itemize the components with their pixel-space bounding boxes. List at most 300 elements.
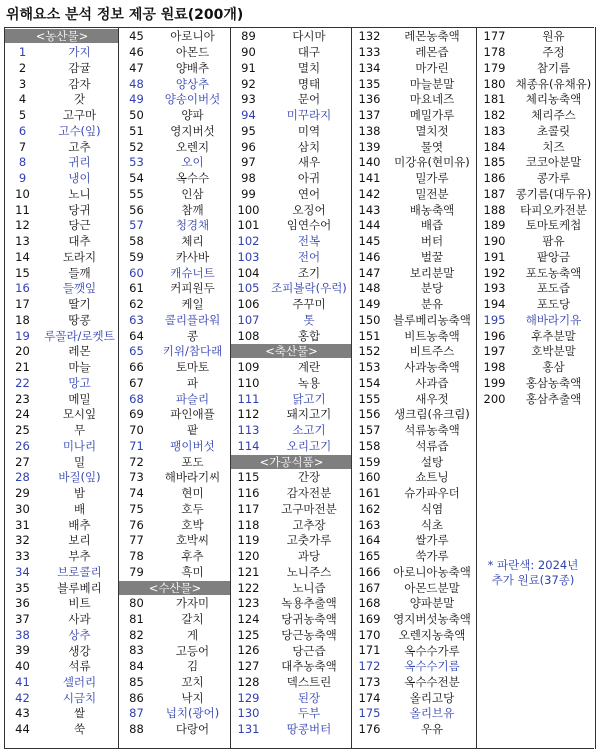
table-row <box>477 312 595 328</box>
ingredient-name: 식염 <box>420 501 444 516</box>
row-number: 159 <box>358 454 381 469</box>
table-row <box>477 217 595 233</box>
table-row <box>5 154 119 170</box>
table-row <box>352 501 477 517</box>
row-number: 60 <box>129 265 144 280</box>
row-number: 195 <box>483 312 506 327</box>
ingredient-name: 배농축액 <box>409 202 455 217</box>
table-row <box>231 658 352 674</box>
ingredient-name: 비트주스 <box>409 344 455 359</box>
ingredient-name: 아로니아 <box>170 29 215 44</box>
ingredient-name: 마늘분말 <box>409 76 455 91</box>
table-row <box>477 233 595 249</box>
ingredient-name: 청경채 <box>175 218 210 233</box>
table-row <box>352 249 477 265</box>
ingredient-name: 식초 <box>420 517 444 532</box>
table-row <box>5 359 119 375</box>
table-row <box>352 422 477 438</box>
table-column-4 <box>351 27 477 749</box>
table-row <box>231 280 352 296</box>
row-number: 115 <box>237 470 260 485</box>
table-row <box>231 296 352 312</box>
ingredient-name: 조피볼락(우럭) <box>271 281 347 296</box>
ingredient-name: 슈가파우더 <box>404 486 460 501</box>
table-row <box>5 454 119 470</box>
ingredient-name: 타피오카전분 <box>520 202 587 217</box>
ingredient-name: 아귀 <box>297 171 321 186</box>
ingredient-name: 삼치 <box>297 139 321 154</box>
ingredient-name: 분유 <box>420 297 444 312</box>
row-number: 93 <box>241 92 256 107</box>
row-number: 58 <box>129 234 144 249</box>
row-number: 129 <box>237 690 260 705</box>
table-row <box>352 76 477 92</box>
row-number: 122 <box>237 580 260 595</box>
row-number: 69 <box>129 407 144 422</box>
row-number: 36 <box>15 596 30 611</box>
ingredient-name: 사과 <box>68 612 91 626</box>
row-number: 155 <box>358 391 381 406</box>
table-row <box>352 706 477 722</box>
row-number: 19 <box>15 328 30 343</box>
ingredient-name: 홍삼농축액 <box>525 375 582 390</box>
ingredient-name: 오렌지 <box>175 139 210 154</box>
table-row <box>352 643 477 659</box>
ingredient-name: 케일 <box>181 297 204 312</box>
row-number: 85 <box>129 674 144 689</box>
ingredient-name: 설탕 <box>420 454 444 469</box>
table-row <box>477 123 595 139</box>
ingredient-name: 오렌지농축액 <box>398 627 466 642</box>
table-row <box>231 29 352 45</box>
ingredient-name: 석류 <box>68 659 91 674</box>
row-number: 35 <box>15 580 30 595</box>
row-number: 103 <box>237 249 260 264</box>
table-row <box>119 186 231 202</box>
ingredient-name: 고추 <box>68 139 91 154</box>
row-number: 8 <box>18 155 27 170</box>
table-column-2 <box>118 27 231 749</box>
table-row <box>119 595 231 611</box>
category-header <box>119 580 231 596</box>
table-row <box>477 343 595 359</box>
ingredient-name: 멸치젓 <box>415 123 449 138</box>
table-row <box>119 139 231 155</box>
table-row <box>231 611 352 627</box>
row-number: 56 <box>129 202 144 217</box>
row-number: 37 <box>15 611 30 626</box>
row-number: 90 <box>241 45 256 60</box>
ingredient-name: 연어 <box>297 186 321 201</box>
table-row <box>477 359 595 375</box>
ingredient-name: 콩기름(대두유) <box>515 186 592 201</box>
row-number: 96 <box>241 139 256 154</box>
ingredient-name: 대추 <box>68 234 91 249</box>
table-row <box>477 328 595 344</box>
row-number: 33 <box>15 549 30 563</box>
row-number: 100 <box>237 202 260 217</box>
row-number: 79 <box>129 564 144 579</box>
ingredient-name: 메밀가루 <box>409 108 455 123</box>
ingredient-name: 팥 <box>186 423 199 438</box>
legend-note-line1: * 파란색: 2024년 <box>487 558 579 572</box>
ingredient-name: 녹용추출액 <box>281 596 337 611</box>
row-number: 44 <box>15 722 30 737</box>
table-row <box>119 658 231 674</box>
ingredient-name: 다시마 <box>292 29 326 44</box>
ingredient-name: 밤 <box>73 486 86 501</box>
row-number: 57 <box>129 218 144 233</box>
ingredient-name: 문어 <box>297 92 321 107</box>
row-number: 105 <box>237 281 260 296</box>
table-row <box>5 296 119 312</box>
row-number: 140 <box>358 155 381 170</box>
table-row <box>5 690 119 706</box>
table-row <box>231 422 352 438</box>
table-row <box>231 139 352 155</box>
row-number: 138 <box>358 123 381 138</box>
table-row <box>5 627 119 643</box>
row-number: 82 <box>129 627 144 642</box>
row-number: 28 <box>15 470 30 485</box>
ingredient-name: 파인애플 <box>170 407 215 422</box>
row-number: 3 <box>18 76 27 91</box>
row-number: 64 <box>129 328 144 343</box>
ingredient-name: 호박 <box>181 517 204 532</box>
table-row <box>231 690 352 706</box>
row-number: 154 <box>358 375 381 390</box>
table-row <box>231 76 352 92</box>
table-row <box>5 44 119 60</box>
table-row <box>231 627 352 643</box>
table-row <box>5 202 119 218</box>
ingredient-name: 후추분말 <box>531 328 576 343</box>
ingredient-name: 부추 <box>68 549 91 564</box>
ingredient-name: 셀러리 <box>62 675 97 689</box>
row-number: 61 <box>129 281 144 296</box>
row-number: 112 <box>237 407 260 422</box>
table-row <box>231 249 352 265</box>
ingredient-name: 마요네즈 <box>409 92 455 107</box>
ingredient-name: 미역 <box>297 123 321 138</box>
row-number: 151 <box>358 328 381 343</box>
table-row <box>5 501 119 517</box>
ingredient-name: 망고 <box>68 375 91 390</box>
table-column-3 <box>230 27 352 749</box>
category-header-label: <가공식품> <box>231 455 352 469</box>
table-row <box>119 627 231 643</box>
table-row <box>231 233 352 249</box>
ingredient-name: 쌀 <box>73 706 86 721</box>
row-number: 63 <box>129 312 144 327</box>
ingredient-name: 해바라기유 <box>525 312 582 327</box>
table-row <box>5 60 119 76</box>
table-row <box>231 391 352 407</box>
table-row <box>119 391 231 407</box>
table-row <box>352 44 477 60</box>
row-number: 53 <box>129 155 144 170</box>
ingredient-name: 호박분말 <box>531 344 576 359</box>
ingredient-name: 영지버섯 <box>170 123 215 138</box>
ingredient-name: 팥앙금 <box>536 249 571 264</box>
ingredient-name: 커피원두 <box>170 281 215 296</box>
ingredient-name: 고구마 <box>62 108 97 123</box>
table-row <box>5 312 119 328</box>
table-row <box>119 280 231 296</box>
row-number: 86 <box>129 690 144 705</box>
row-number: 10 <box>15 186 30 201</box>
row-number: 43 <box>15 706 30 721</box>
row-number: 51 <box>129 123 144 138</box>
row-number: 120 <box>237 549 260 563</box>
ingredient-name: 쇼트닝 <box>415 470 449 485</box>
ingredient-name: 분당 <box>420 281 444 296</box>
table-row <box>119 249 231 265</box>
table-row <box>352 658 477 674</box>
row-number: 185 <box>483 155 506 170</box>
table-row <box>477 265 595 281</box>
table-row <box>119 265 231 281</box>
row-number: 131 <box>237 722 260 737</box>
row-number: 4 <box>18 92 27 107</box>
row-number: 16 <box>15 281 30 296</box>
ingredient-name: 루꼴라/로켓트 <box>44 328 115 343</box>
table-row <box>119 29 231 45</box>
row-number: 132 <box>358 29 381 44</box>
ingredient-name: 팜유 <box>542 234 565 249</box>
table-row <box>5 186 119 202</box>
table-row <box>352 485 477 501</box>
table-row <box>5 391 119 407</box>
row-number: 128 <box>237 674 260 689</box>
ingredient-name: 들깨 <box>68 265 91 280</box>
table-row <box>119 44 231 60</box>
row-number: 171 <box>358 643 381 658</box>
table-row <box>5 580 119 596</box>
row-number: 133 <box>358 45 381 60</box>
ingredient-name: 닭고기 <box>292 391 326 406</box>
table-row <box>119 611 231 627</box>
row-number: 156 <box>358 407 381 422</box>
ingredient-name: 감귤 <box>68 60 91 75</box>
ingredient-name: 파 <box>186 375 199 390</box>
row-number: 183 <box>483 123 506 138</box>
ingredient-name: 마가린 <box>415 60 449 75</box>
ingredient-name: 토마토 <box>175 360 210 375</box>
table-row <box>477 375 595 391</box>
table-row <box>231 60 352 76</box>
row-number: 125 <box>237 627 260 642</box>
row-number: 197 <box>483 344 506 359</box>
ingredient-name: 사과즙 <box>415 375 449 390</box>
ingredient-name: 초콜릿 <box>536 123 571 138</box>
table-row <box>5 217 119 233</box>
table-row <box>119 501 231 517</box>
ingredient-name: 오징어 <box>292 202 326 217</box>
row-number: 170 <box>358 627 381 642</box>
ingredient-name: 덱스트린 <box>286 675 332 689</box>
row-number: 6 <box>18 123 27 138</box>
row-number: 187 <box>483 186 506 201</box>
table-row <box>352 202 477 218</box>
row-number: 81 <box>129 611 144 626</box>
table-row <box>119 548 231 564</box>
ingredient-name: 캐슈너트 <box>170 265 215 280</box>
table-row <box>352 532 477 548</box>
row-number: 104 <box>237 265 260 280</box>
row-number: 13 <box>15 234 30 249</box>
row-number: 41 <box>15 674 30 689</box>
table-row <box>231 123 352 139</box>
ingredient-name: 당귀 <box>68 202 91 217</box>
ingredient-name: 노니주스 <box>286 564 332 579</box>
table-row <box>119 91 231 107</box>
table-row <box>119 643 231 659</box>
row-number: 175 <box>358 706 381 721</box>
row-number: 48 <box>129 76 144 91</box>
ingredient-name: 팽이버섯 <box>170 438 215 453</box>
table-row <box>477 296 595 312</box>
row-number: 150 <box>358 312 381 327</box>
table-row <box>231 91 352 107</box>
row-number: 23 <box>15 391 30 406</box>
row-number: 40 <box>15 659 30 674</box>
table-row <box>5 139 119 155</box>
ingredient-name: 콩 <box>186 328 199 343</box>
table-row <box>352 375 477 391</box>
row-number: 32 <box>15 533 30 548</box>
ingredient-name: 물엿 <box>420 139 444 154</box>
ingredient-table <box>4 27 594 749</box>
table-row <box>231 359 352 375</box>
row-number: 99 <box>241 186 256 201</box>
ingredient-name: 현미 <box>181 486 204 501</box>
row-number: 89 <box>241 29 256 44</box>
row-number: 146 <box>358 249 381 264</box>
table-row <box>231 154 352 170</box>
ingredient-name: 계란 <box>297 360 321 375</box>
ingredient-name: 가자미 <box>175 596 210 611</box>
ingredient-name: 당근농축액 <box>281 627 337 642</box>
table-row <box>352 406 477 422</box>
row-number: 153 <box>358 360 381 375</box>
ingredient-name: 미강유(현미유) <box>394 155 470 170</box>
table-row <box>5 249 119 265</box>
ingredient-name: 양송이버섯 <box>164 92 221 107</box>
table-bottom-border <box>4 748 594 749</box>
table-row <box>5 469 119 485</box>
row-number: 169 <box>358 611 381 626</box>
row-number: 190 <box>483 234 506 249</box>
row-number: 123 <box>237 596 260 611</box>
table-row <box>119 454 231 470</box>
row-number: 158 <box>358 438 381 453</box>
table-row <box>119 359 231 375</box>
ingredient-name: 밀가루 <box>415 171 449 186</box>
table-row <box>231 580 352 596</box>
ingredient-name: 생강 <box>68 643 91 658</box>
row-number: 126 <box>237 643 260 658</box>
table-row <box>352 454 477 470</box>
row-number: 21 <box>15 360 30 375</box>
row-number: 67 <box>129 375 144 390</box>
row-number: 38 <box>15 627 30 642</box>
ingredient-name: 고수(잎) <box>58 123 101 138</box>
row-number: 94 <box>241 108 256 123</box>
table-row <box>5 517 119 533</box>
ingredient-name: 넙치(광어) <box>165 706 220 721</box>
row-number: 119 <box>237 533 260 548</box>
table-row <box>119 76 231 92</box>
row-number: 22 <box>15 375 30 390</box>
table-row <box>352 469 477 485</box>
table-row <box>5 76 119 92</box>
table-row <box>5 548 119 564</box>
table-row <box>5 422 119 438</box>
row-number: 2 <box>18 60 27 75</box>
table-row <box>119 107 231 123</box>
table-row <box>119 721 231 737</box>
ingredient-name: 블루베리농축액 <box>393 312 471 327</box>
table-row <box>231 312 352 328</box>
table-row <box>5 438 119 454</box>
table-row <box>119 296 231 312</box>
row-number: 142 <box>358 186 381 201</box>
row-number: 114 <box>237 438 260 453</box>
category-header-label: <농산물> <box>5 29 119 43</box>
ingredient-name: 토마토케첩 <box>525 218 582 233</box>
ingredient-name: 카사바 <box>175 249 210 264</box>
row-number: 106 <box>237 297 260 312</box>
table-row <box>231 548 352 564</box>
ingredient-name: 갈치 <box>181 612 204 626</box>
table-row <box>352 29 477 45</box>
row-number: 143 <box>358 202 381 217</box>
ingredient-name: 보리 <box>68 533 91 548</box>
row-number: 65 <box>129 344 144 359</box>
table-row <box>119 674 231 690</box>
row-number: 45 <box>129 29 144 44</box>
ingredient-name: 레몬즙 <box>415 45 449 60</box>
row-number: 17 <box>15 297 30 312</box>
row-number: 167 <box>358 580 381 595</box>
table-row <box>352 233 477 249</box>
table-row <box>5 611 119 627</box>
row-number: 75 <box>129 501 144 516</box>
row-number: 164 <box>358 533 381 548</box>
table-row <box>477 391 595 407</box>
row-number: 110 <box>237 375 260 390</box>
ingredient-name: 해바라기씨 <box>164 470 221 485</box>
page-title: 위해요소 분석 정보 제공 원료(200개) <box>6 7 244 23</box>
row-number: 127 <box>237 659 260 674</box>
table-row <box>119 154 231 170</box>
ingredient-name: 벌꿀 <box>420 249 444 264</box>
table-row <box>352 217 477 233</box>
row-number: 87 <box>129 706 144 721</box>
table-row <box>5 343 119 359</box>
row-number: 92 <box>241 76 256 91</box>
row-number: 165 <box>358 549 381 563</box>
row-number: 177 <box>483 29 506 44</box>
table-row <box>5 485 119 501</box>
ingredient-name: 낙지 <box>181 690 204 705</box>
row-number: 11 <box>15 202 30 217</box>
table-row <box>119 706 231 722</box>
table-row <box>231 706 352 722</box>
ingredient-name: 딸기 <box>68 297 91 312</box>
ingredient-name: 양파분말 <box>409 596 455 611</box>
